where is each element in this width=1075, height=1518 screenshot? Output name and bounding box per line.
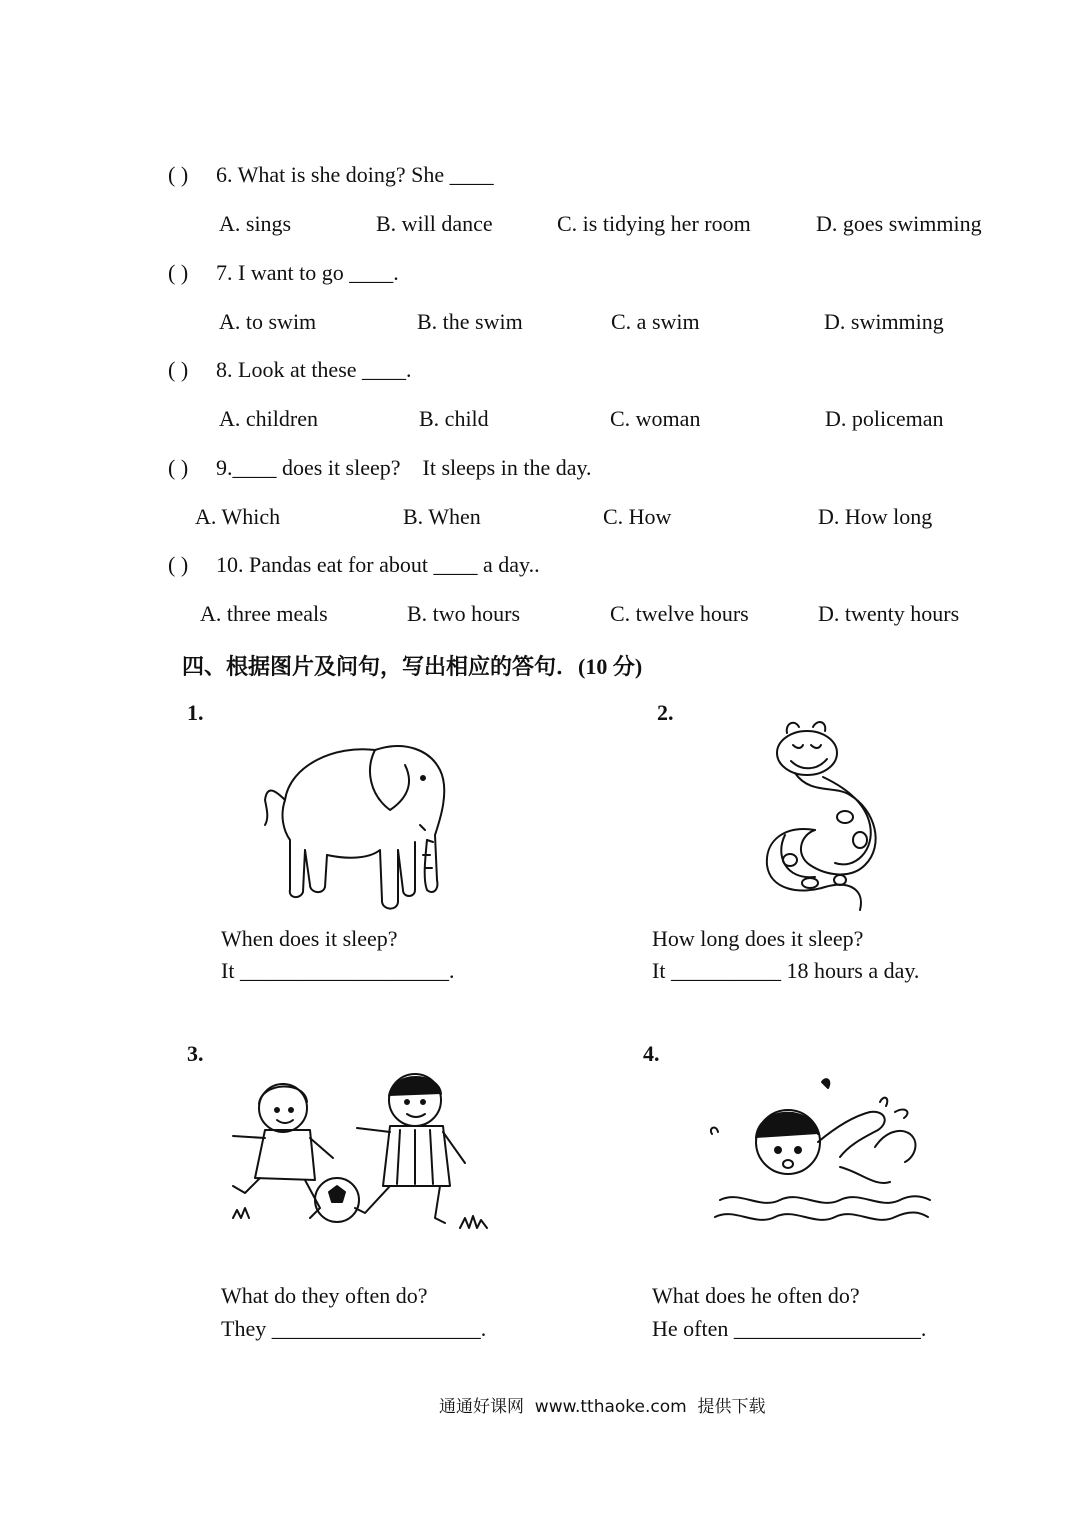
item-number: 1. <box>187 700 204 725</box>
option-a: A. to swim <box>219 309 317 334</box>
option-c: C. How <box>603 504 672 529</box>
question-stem: 7. I want to go ____. <box>216 260 399 285</box>
answer-line[interactable]: They ___________________. <box>221 1316 487 1341</box>
elephant-icon <box>255 730 455 920</box>
picture-question: What do they often do? <box>221 1283 428 1308</box>
option-d: D. twenty hours <box>818 601 960 626</box>
option-a: A. three meals <box>200 601 328 626</box>
option-c: C. woman <box>610 406 701 431</box>
option-d: D. swimming <box>824 309 944 334</box>
option-c: C. is tidying her room <box>557 211 751 236</box>
footer-text: 通通好课网 www.tthaoke.com 提供下载 <box>439 1397 766 1417</box>
option-d: D. policeman <box>825 406 944 431</box>
option-a: A. children <box>219 406 318 431</box>
snake-icon <box>755 715 905 920</box>
answer-paren: ( ) <box>168 455 189 480</box>
answer-paren: ( ) <box>168 260 189 285</box>
answer-paren: ( ) <box>168 552 189 577</box>
option-b: B. will dance <box>376 211 493 236</box>
answer-line[interactable]: It __________ 18 hours a day. <box>652 958 920 983</box>
picture-question: What does he often do? <box>652 1283 860 1308</box>
kids-playing-football-icon <box>225 1068 495 1238</box>
item-number: 4. <box>643 1041 660 1066</box>
picture-question: When does it sleep? <box>221 926 398 951</box>
option-b: B. two hours <box>407 601 521 626</box>
question-stem: 9.____ does it sleep? It sleeps in the day. <box>216 455 592 480</box>
item-number: 3. <box>187 1041 204 1066</box>
answer-line[interactable]: He often _________________. <box>652 1316 927 1341</box>
section-heading: 四、根据图片及问句，写出相应的答句．(10 分) <box>182 654 643 679</box>
item-number: 2. <box>657 700 674 725</box>
question-stem: 6. What is she doing? She ____ <box>216 162 494 187</box>
option-b: B. When <box>403 504 481 529</box>
question-stem: 10. Pandas eat for about ____ a day.. <box>216 552 540 577</box>
option-b: B. child <box>419 406 489 431</box>
picture-question: How long does it sleep? <box>652 926 864 951</box>
option-a: A. Which <box>195 504 281 529</box>
question-stem: 8. Look at these ____. <box>216 357 412 382</box>
option-d: D. How long <box>818 504 933 529</box>
answer-line[interactable]: It ___________________. <box>221 958 455 983</box>
option-d: D. goes swimming <box>816 211 982 236</box>
option-b: B. the swim <box>417 309 523 334</box>
option-a: A. sings <box>219 211 292 236</box>
option-c: C. a swim <box>611 309 700 334</box>
answer-paren: ( ) <box>168 357 189 382</box>
option-c: C. twelve hours <box>610 601 749 626</box>
answer-paren: ( ) <box>168 162 189 187</box>
boy-swimming-icon <box>700 1072 935 1232</box>
